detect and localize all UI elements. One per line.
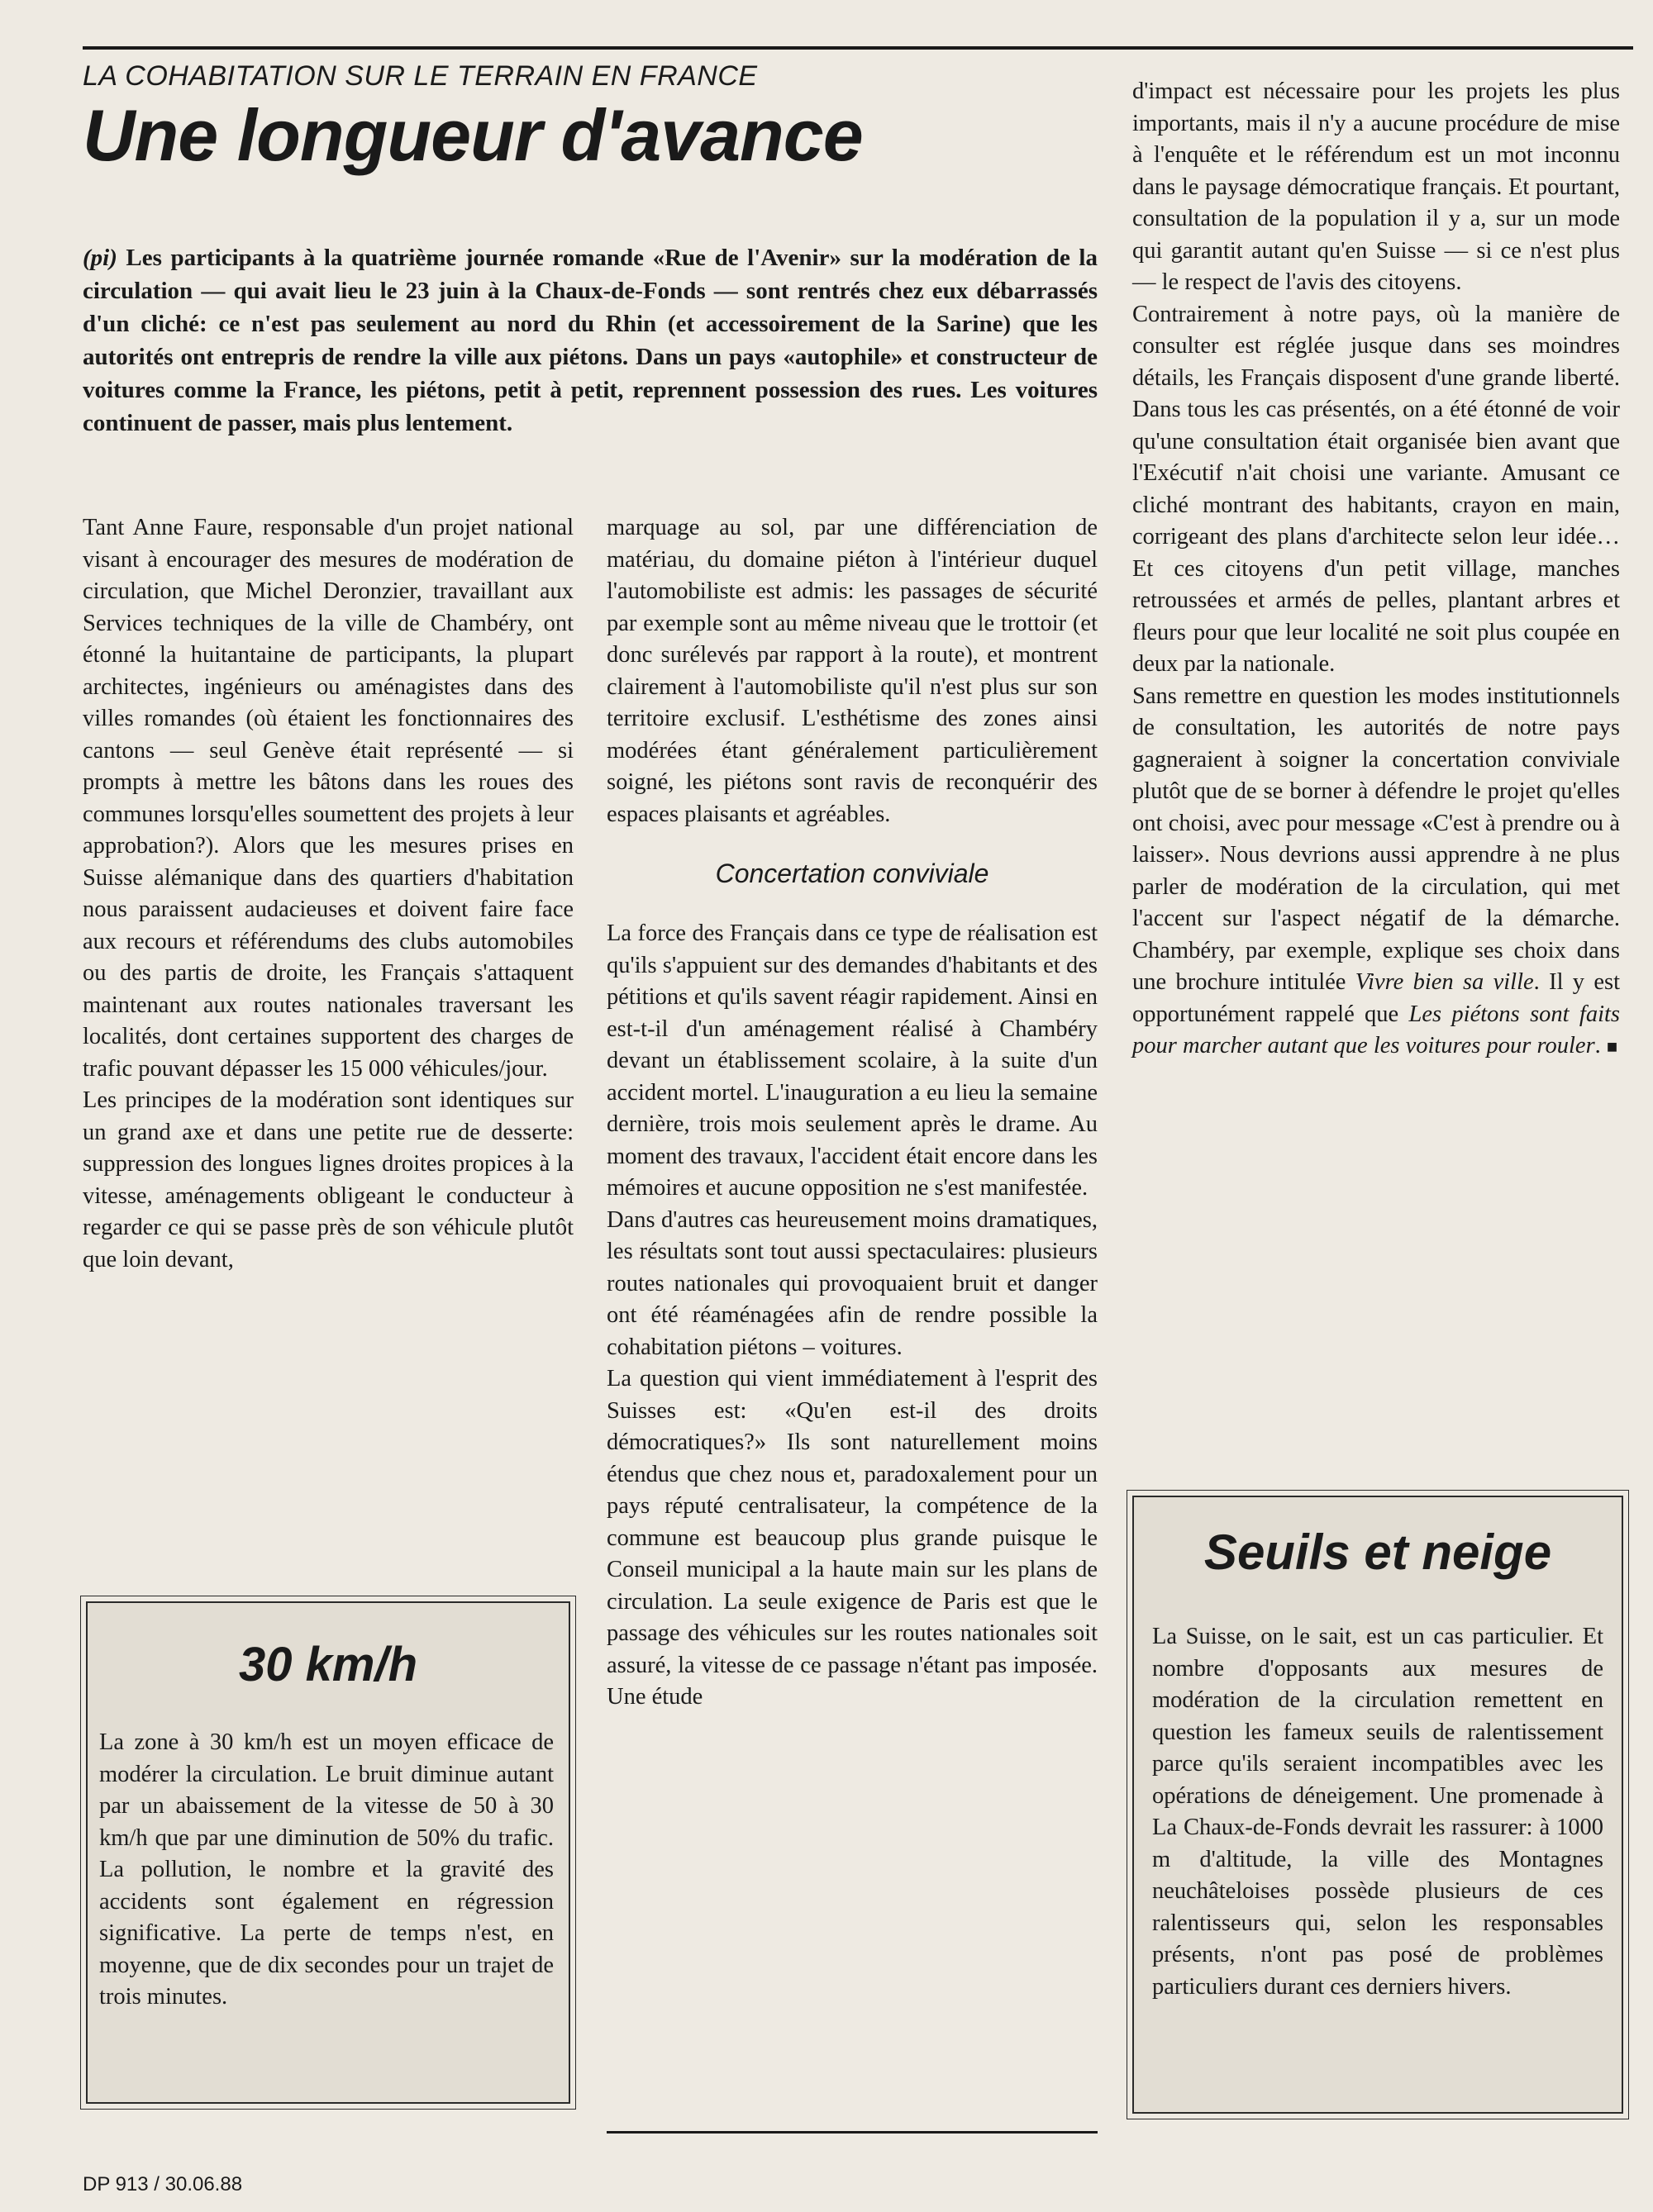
paragraph: La question qui vient immédiatement à l'esprit des Suisses est: «Qu'en est-il des droits démocratiques?» Ils sont naturellement moins étendus que chez nous et, paradoxalement pour un pays réputé centralisateur, la compétence de la commune est beaucoup plus grande puisque le Conseil municipal a la haute main sur les plans de circulation. La seule exigence de Paris est que le passage des véhicules sur les routes nationales soit assuré, la vitesse de ce passage n'étant pas imposée. Une étude: [607, 1366, 1098, 1710]
sidebar-box-30kmh: [86, 1601, 570, 2104]
article-title: Une longueur d'avance: [83, 94, 863, 176]
text-run: .: [1594, 1033, 1601, 1058]
box-text: La zone à 30 km/h est un moyen efficace de modérer la circulation. Le bruit diminue autant par un abaissement de la vitesse de 50 à 30 km/h que par une diminution de 50% du trafic. La pollution, le nombre et la gravité des accidents sont également en régression significative. La perte de temps n'est, en moyenne, que de dix secondes pour un trajet de trois minutes.: [99, 1729, 554, 2010]
paragraph: Tant Anne Faure, responsable d'un projet national visant à encourager des mesures de modération de circulation, que Michel Deronzier, travaillant aux Services techniques de la ville de Chambéry, ont étonné la huitantaine de participants, la plupart architectes, ingénieurs ou aménagistes dans des villes romandes (où étaient les fonctionnaires des cantons — seul Genève était représenté — si prompts à mettre les bâtons dans les roues des communes lorsqu'elles soumettent des projets à leur approbation?). Alors que les mesures prises en Suisse alémanique dans des quartiers d'habitation nous paraissent audacieuses et doivent faire face aux recours et référendums des clubs automobiles ou des partis de droite, les Français s'attaquent maintenant aux routes nationales traversant les localités, dont certaines supportent des charges de trafic pouvant dépasser les 15 000 véhicules/jour.: [83, 515, 574, 1082]
sidebar-box-seuils: [1132, 1496, 1623, 2114]
article-lead: [83, 241, 1098, 440]
paragraph: Les principes de la modération sont identiques sur un grand axe et dans une petite rue de desserte: suppression des longues lignes droites propices à la vitesse, aménagements obligeant le conducteur à regarder ce qui se passe près de son véhicule plutôt que loin devant,: [83, 1087, 574, 1272]
lead-text: Les participants à la quatrième journée romande «Rue de l'Avenir» sur la modération de la circulation — qui avait lieu le 23 juin à la Chaux-de-Fonds — sont rentrés chez eux débarrassés d'un cliché: ce n'est pas seulement au nord du Rhin (et accessoirement de la Sarine) que les autorités ont entrepris de rendre la ville aux piétons. Dans un pays «autophile» et constructeur de voitures comme la France, les piétons, petit à petit, reprennent possession des rues. Les voitures continuent de passer, mais plus lentement.: [83, 245, 1098, 436]
paragraph: d'impact est nécessaire pour les projets les plus importants, mais il n'y a aucune procédure de mise à l'enquête et le référendum est un mot inconnu dans le paysage démocratique français. Et pourtant, consultation de la population il y a, sur un mode qui garantit autant qu'en Suisse — si ce n'est plus — le respect de l'avis des citoyens.: [1132, 78, 1620, 295]
article-kicker: LA COHABITATION SUR LE TERRAIN EN FRANCE: [83, 60, 758, 92]
top-rule: [83, 46, 1633, 50]
paragraph: [1132, 681, 1620, 1063]
text-run: . Il y est opportunément rappelé que: [1132, 969, 1621, 1027]
section-subhead: Concertation conviviale: [715, 859, 989, 888]
author-tag: (pi): [83, 245, 117, 271]
issue-footer: DP 913 / 30.06.88: [83, 2173, 243, 2195]
paragraph: La force des Français dans ce type de réalisation est qu'ils s'appuient sur des demandes d'habitants et des pétitions et qu'ils savent réagir rapidement. Ainsi en est-t-il d'un aménagement réalisé à Chambéry devant un établissement scolaire, à la suite d'un accident mortel. L'inauguration a eu lieu la semaine dernière, trois mois seulement après le drame. Au moment des travaux, l'accident était encore dans les mémoires et aucune opposition ne s'est manifestée.: [607, 920, 1098, 1201]
column-end-rule: [607, 2131, 1098, 2134]
text-run: Sans remettre en question les modes institutionnels de consultation, les autorités de notre pays gagneraient à soigner la concertation conviviale plutôt que de se borner à défendre le projet qu'elles ont choisi, avec pour message «C'est à prendre ou à laisser». Nous devrions aussi apprendre à ne plus parler de modération de la circulation, qui met l'accent sur l'aspect négatif de la démarche. Chambéry, par exemple, explique ses choix dans une brochure intitulée: [1132, 683, 1620, 995]
quote: Les piétons sont faits pour marcher autant que les voitures pour rouler: [1132, 1001, 1620, 1058]
paragraph: marquage au sol, par une différenciation de matériau, du domaine piéton à l'intérieur duquel l'automobiliste est admis: les passages de sécurité par exemple sont au même niveau que le trottoir (et donc surélevés par rapport à la route), et montrent clairement à l'automobiliste qu'il n'est plus sur son territoire exclusif. L'esthétisme des zones ainsi modérées étant généralement particulièrement soigné, les piétons sont ravis de reconquérir des espaces plaisants et agréables.: [607, 515, 1098, 827]
box-title: 30 km/h: [239, 1638, 417, 1691]
paragraph: Contrairement à notre pays, où la manière de consulter est réglée jusque dans ses moindres détails, les Français disposent d'une grande liberté. Dans tous les cas présentés, on a été étonné de voir qu'une consultation était organisée bien avant que l'Exécutif n'ait choisi une variante. Amusant ce cliché montrant des habitants, crayon en main, corrigeant des plans d'architecte selon leur idée… Et ces citoyens d'un petit village, manches retroussées et armés de pelles, plantant arbres et fleurs pour que leur localité ne soit plus coupée en deux par la nationale.: [1132, 301, 1620, 677]
column-2: [607, 512, 1098, 1714]
box-title: Seuils et neige: [1203, 1525, 1552, 1580]
brochure-title: Vivre bien sa ville: [1355, 969, 1534, 995]
column-1: [83, 512, 574, 1276]
end-mark: ■: [1606, 1036, 1618, 1057]
column-3: [1132, 76, 1620, 1063]
paragraph: Dans d'autres cas heureusement moins dramatiques, les résultats sont tout aussi spectaculaires: plusieurs routes nationales qui provoquaient bruit et danger ont été réaménagées afin de rendre possible la cohabitation piétons – voitures.: [607, 1206, 1098, 1360]
box-text: La Suisse, on le sait, est un cas particulier. Et nombre d'opposants aux mesures de modération de la circulation remettent en question les fameux seuils de ralentissement parce qu'ils seraient incompatibles avec les opérations de déneigement. Une promenade à La Chaux-de-Fonds devrait les rassurer: à 1000 m d'altitude, la ville des Montagnes neuchâteloises possède plusieurs de ces ralentisseurs qui, selon les responsables présents, n'ont pas posé de problèmes particuliers durant ces derniers hivers.: [1152, 1624, 1603, 2000]
